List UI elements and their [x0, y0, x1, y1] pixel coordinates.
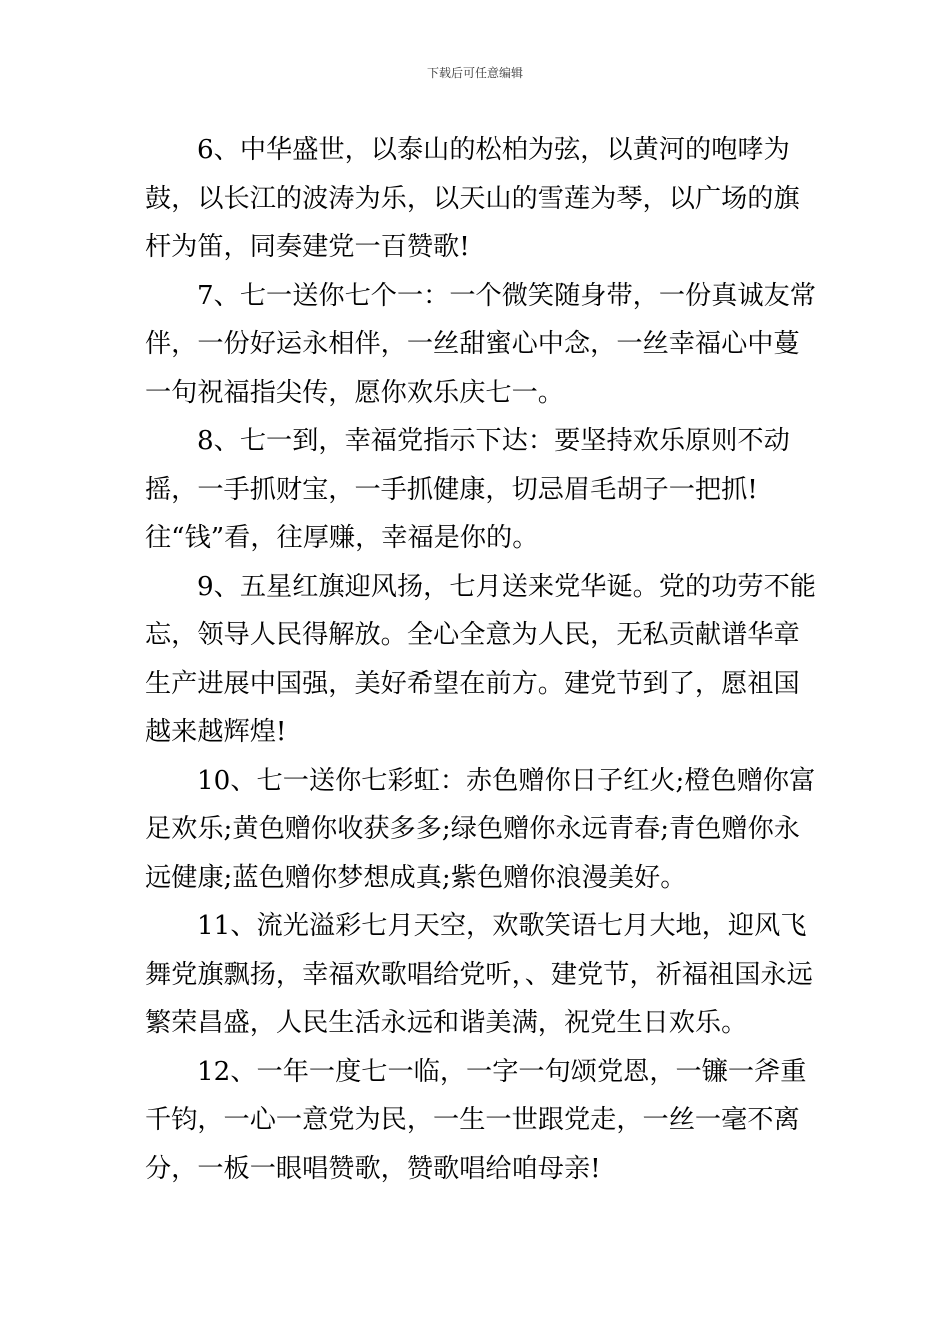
page-header-note: 下载后可任意编辑 — [426, 66, 523, 80]
paragraph-10: 10、七一送你七彩虹：赤色赠你日子红火;橙色赠你富足欢乐;黄色赠你收获多多;绿色赠你永远青春;青色赠你永远健康;蓝色赠你梦想成真;紫色赠你浪漫美好。 — [145, 765, 816, 893]
paragraph-12: 12、一年一度七一临，一字一句颂党恩，一镰一斧重千钧，一心一意党为民，一生一世跟党走，一丝一毫不离分，一板一眼唱赞歌，赞歌唱给咱母亲! — [145, 1056, 807, 1184]
paragraph-9: 9、五星红旗迎风扬，七月送来党华诞。党的功劳不能忘，领导人民得解放。全心全意为人民，无私贡献谱华章生产进展中国强，美好希望在前方。建党节到了，愿祖国越来越辉煌! — [145, 571, 816, 747]
paragraph-7: 7、七一送你七个一：一个微笑随身带，一份真诚友常伴，一份好运永相伴，一丝甜蜜心中念，一丝幸福心中蔓一句祝福指尖传，愿你欢乐庆七一。 — [145, 280, 816, 408]
paragraph-11: 11、流光溢彩七月天空，欢歌笑语七月大地，迎风飞舞党旗飘扬，幸福欢歌唱给党听，、建党节，祈福祖国永远繁荣昌盛，人民生活永远和谐美满，祝党生日欢乐。 — [145, 911, 813, 1038]
paragraph-6: 6、中华盛世，以泰山的松柏为弦，以黄河的咆哮为鼓，以长江的波涛为乐，以天山的雪莲为琴，以广场的旗杆为笛，同奏建党一百赞歌! — [145, 135, 800, 262]
document-body — [145, 126, 825, 1193]
paragraph-8: 8、七一到，幸福党指示下达：要坚持欢乐原则不动摇，一手抓财宝，一手抓健康，切忌眉毛胡子一把抓!往“钱”看，往厚赚，幸福是你的。 — [145, 426, 790, 553]
